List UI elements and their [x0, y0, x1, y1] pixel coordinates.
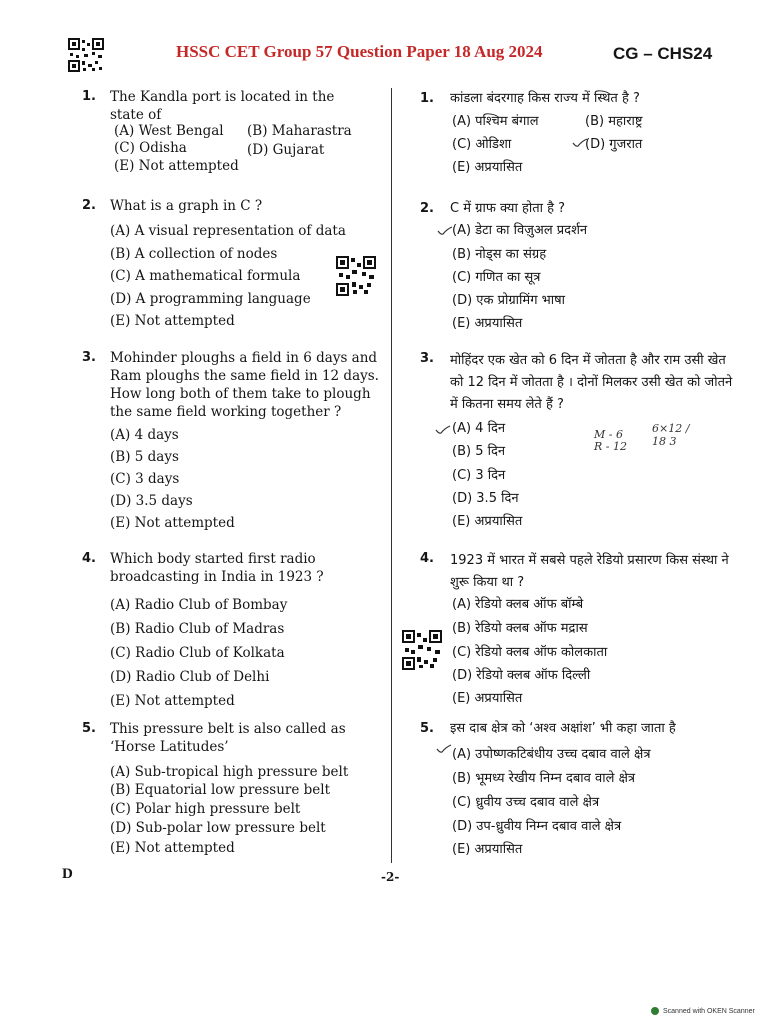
option-d: (D) एक प्रोग्रामिंग भाषा: [452, 293, 566, 308]
question-en-1: [82, 88, 382, 188]
option-c: (C) Odisha: [114, 140, 187, 156]
question-text: 1923 में भारत में सबसे पहले रेडियो प्रसारण किस संस्था ने शुरू किया था ?: [450, 553, 729, 590]
option-a: (A) 4 days: [110, 427, 179, 443]
question-text: Mohinder ploughs a field in 6 days and Ram ploughs the same field in 12 days. How long both of them take to plough the same field working together ?: [110, 350, 379, 420]
tick-mark-icon: [437, 226, 453, 236]
question-hi-4: [420, 550, 740, 710]
qr-code-icon: [68, 38, 104, 72]
question-hi-5: [420, 720, 740, 860]
option-d: (D) उप-ध्रुवीय निम्न दबाव वाले क्षेत्र: [452, 819, 622, 834]
option-a: (A) Radio Club of Bombay: [110, 597, 288, 613]
option-a: (A) Sub-tropical high pressure belt: [110, 764, 349, 780]
question-number: 2.: [82, 198, 96, 213]
question-text: इस दाब क्षेत्र को ‘अश्व अक्षांश’ भी कहा जाता है: [450, 721, 676, 736]
option-c: (C) Radio Club of Kolkata: [110, 645, 285, 661]
question-number: 4.: [420, 551, 434, 566]
option-e: (E) अप्रयासित: [452, 514, 523, 529]
question-number: 3.: [420, 351, 434, 366]
qr-code-icon: [336, 256, 376, 296]
option-c: (C) गणित का सूत्र: [452, 270, 541, 285]
question-text: मोहिंदर एक खेत को 6 दिन में जोतता है और राम उसी खेत को 12 दिन में जोतता है । दोनों मिलकर उसी खेत को जोतने में कितना समय लेते हैं ?: [450, 353, 733, 412]
option-e: (E) Not attempted: [110, 693, 235, 709]
option-d: (D) A programming language: [110, 291, 311, 307]
handwritten-note-r: R - 12: [594, 440, 627, 453]
option-e: (E) अप्रयासित: [452, 842, 523, 857]
option-b: (B) Radio Club of Madras: [110, 621, 285, 637]
option-b: (B) भूमध्य रेखीय निम्न दबाव वाले क्षेत्र: [452, 771, 636, 786]
option-d: (D) Radio Club of Delhi: [110, 669, 270, 685]
scanner-text: Scanned with OKEN Scanner: [663, 1007, 755, 1015]
option-c: (C) Polar high pressure belt: [110, 801, 301, 817]
question-en-4: [82, 550, 382, 720]
paper-title: HSSC CET Group 57 Question Paper 18 Aug 2024: [176, 42, 543, 61]
option-a: (A) डेटा का विज़ुअल प्रदर्शन: [452, 223, 588, 238]
question-text: C में ग्राफ क्या होता है ?: [450, 201, 566, 216]
option-e: (E) Not attempted: [110, 313, 235, 329]
handwritten-calculation: 6×12 / 18 3: [652, 422, 690, 448]
option-e: (E) Not attempted: [110, 840, 235, 856]
paper-code: CG – CHS24: [613, 44, 713, 63]
question-number: 3.: [82, 350, 96, 365]
question-text: Which body started first radio broadcasting in India in 1923 ?: [110, 551, 324, 585]
option-c: (C) 3 दिन: [452, 468, 506, 483]
option-e: (E) Not attempted: [110, 515, 235, 531]
option-d: (D) Sub-polar low pressure belt: [110, 820, 326, 836]
page-number: -2-: [381, 870, 400, 884]
option-e: (E) अप्रयासित: [452, 160, 523, 175]
option-e: (E) अप्रयासित: [452, 316, 523, 331]
option-d: (D) गुजरात: [585, 137, 643, 152]
option-b: (B) महाराष्ट्र: [585, 114, 643, 129]
option-b: (B) Equatorial low pressure belt: [110, 782, 331, 798]
question-en-3: [82, 349, 392, 539]
option-c: (C) रेडियो क्लब ऑफ कोलकाता: [452, 645, 608, 660]
option-a: (A) A visual representation of data: [110, 223, 346, 239]
option-a: (A) West Bengal: [114, 123, 224, 139]
scanner-logo-icon: [651, 1007, 659, 1015]
question-number: 5.: [420, 721, 434, 736]
option-b: (B) 5 दिन: [452, 444, 506, 459]
question-hi-1: [420, 90, 740, 180]
option-c: (C) ओडिशा: [452, 137, 512, 152]
option-b: (B) नोड्स का संग्रह: [452, 247, 547, 262]
option-d: (D) 3.5 days: [110, 493, 193, 509]
option-e: (E) अप्रयासित: [452, 691, 523, 706]
tick-mark-icon: [435, 425, 451, 435]
option-d: (D) रेडियो क्लब ऑफ दिल्ली: [452, 668, 591, 683]
question-number: 4.: [82, 551, 96, 566]
question-text: कांडला बंदरगाह किस राज्य में स्थित है ?: [450, 91, 640, 106]
option-a: (A) रेडियो क्लब ऑफ बॉम्बे: [452, 597, 584, 612]
option-c: (C) A mathematical formula: [110, 268, 301, 284]
option-c: (C) 3 days: [110, 471, 180, 487]
tick-mark-icon: [572, 138, 588, 148]
question-text: What is a graph in C ?: [110, 198, 263, 214]
question-number: 5.: [82, 721, 96, 736]
question-number: 2.: [420, 201, 434, 216]
option-d: (D) Gujarat: [247, 142, 325, 158]
option-c: (C) ध्रुवीय उच्च दबाव वाले क्षेत्र: [452, 795, 600, 810]
option-a: (A) 4 दिन: [452, 421, 506, 436]
option-b: (B) रेडियो क्लब ऑफ मद्रास: [452, 621, 588, 636]
question-text: The Kandla port is located in the state of: [110, 89, 335, 123]
option-b: (B) A collection of nodes: [110, 246, 278, 262]
question-text: This pressure belt is also called as ‘Horse Latitudes’: [110, 721, 346, 755]
question-number: 1.: [82, 89, 96, 104]
option-b: (B) Maharastra: [247, 123, 352, 139]
option-a: (A) उपोष्णकटिबंधीय उच्च दबाव वाले क्षेत्र: [452, 747, 651, 762]
option-a: (A) पश्चिम बंगाल: [452, 114, 539, 129]
handwritten-note-m: M - 6: [594, 428, 623, 441]
question-en-5: [82, 720, 387, 860]
question-hi-2: [420, 200, 740, 340]
scanner-watermark: [651, 1007, 755, 1015]
option-b: (B) 5 days: [110, 449, 179, 465]
qr-code-icon: [402, 630, 442, 670]
set-label: D: [62, 866, 73, 882]
option-d: (D) 3.5 दिन: [452, 491, 519, 506]
question-number: 1.: [420, 91, 434, 106]
tick-mark-icon: [436, 744, 452, 754]
option-e: (E) Not attempted: [114, 158, 239, 174]
